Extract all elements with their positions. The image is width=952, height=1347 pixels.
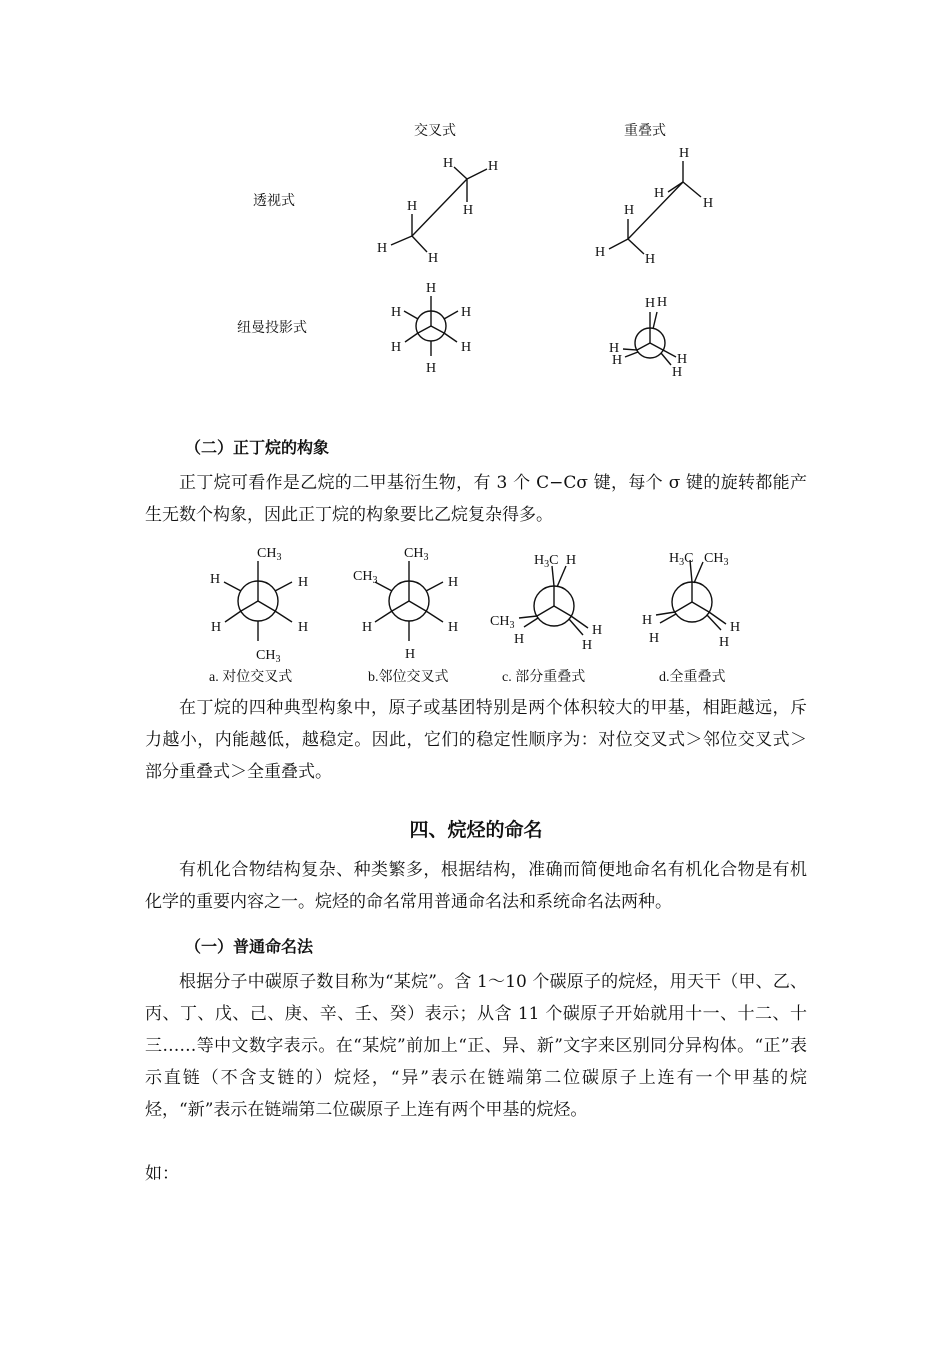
- atom-h: H: [645, 296, 656, 311]
- butane-conformation-diagram: [0, 538, 952, 690]
- atom-h: H: [703, 196, 714, 211]
- atom-h: H: [298, 620, 309, 635]
- methyl-label: $CH_3$: [353, 569, 378, 586]
- atom-h: H: [624, 203, 635, 218]
- ethane-conformation-diagram: [0, 0, 952, 400]
- naming-intro: 有机化合物结构复杂、种类繁多，根据结构，准确而简便地命名有机化合物是有机化学的重要内容之一。烷烃的命名常用普通命名法和系统命名法两种。: [145, 860, 807, 912]
- atom-h: H: [719, 635, 730, 650]
- atom-h: H: [566, 553, 577, 568]
- atom-h: H: [672, 365, 683, 380]
- atom-h: H: [377, 241, 388, 256]
- atom-h: H: [426, 361, 437, 376]
- caption-partially-eclipsed: c. 部分重叠式: [502, 670, 586, 685]
- butane-stability-paragraph: 在丁烷的四种典型构象中，原子或基团特别是两个体积较大的甲基，相距越远，斥力越小，内能越低，越稳定。因此，它们的稳定性顺序为：对位交叉式＞邻位交叉式＞部分重叠式＞全重叠式。: [145, 698, 807, 782]
- atom-h: H: [391, 305, 402, 320]
- label-sawhorse: 透视式: [253, 193, 295, 209]
- atom-h: H: [679, 146, 690, 161]
- label-eclipsed: 重叠式: [624, 123, 666, 139]
- atom-h: H: [407, 199, 418, 214]
- atom-h: H: [210, 572, 221, 587]
- atom-h: H: [448, 575, 459, 590]
- atom-h: H: [595, 245, 606, 260]
- atom-h: H: [391, 340, 402, 355]
- atom-h: H: [362, 620, 373, 635]
- atom-h: H: [488, 159, 499, 174]
- methyl-label: $CH_3$: [256, 648, 281, 665]
- atom-h: H: [609, 341, 620, 356]
- methyl-label: $CH_3$: [404, 546, 429, 563]
- atom-h: H: [582, 638, 593, 653]
- atom-h: H: [514, 632, 525, 647]
- common-naming-heading: （一）普通命名法: [185, 937, 314, 956]
- atom-h: H: [657, 295, 668, 310]
- atom-h: H: [730, 620, 741, 635]
- atom-h: H: [654, 186, 665, 201]
- label-staggered: 交叉式: [414, 123, 456, 139]
- atom-h: H: [592, 623, 603, 638]
- label-newman: 纽曼投影式: [237, 320, 307, 336]
- atom-h: H: [448, 620, 459, 635]
- atom-h: H: [405, 647, 416, 662]
- atom-h: H: [642, 613, 653, 628]
- atom-h: H: [461, 340, 472, 355]
- caption-anti: a. 对位交叉式: [209, 670, 293, 685]
- methyl-label: $CH_3$: [490, 614, 515, 631]
- caption-gauche: b.邻位交叉式: [368, 670, 449, 685]
- methyl-label: $CH_3$: [704, 551, 729, 568]
- atom-h: H: [649, 631, 660, 646]
- butane-heading: （二）正丁烷的构象: [185, 438, 330, 457]
- methyl-label: $H_3C$: [669, 551, 694, 568]
- atom-h: H: [677, 352, 688, 367]
- methyl-label: $CH_3$: [257, 546, 282, 563]
- atom-h: H: [443, 156, 454, 171]
- atom-h: H: [426, 281, 437, 296]
- naming-section-title: 四、烷烃的命名: [409, 819, 543, 841]
- caption-fully-eclipsed: d.全重叠式: [659, 670, 726, 685]
- atom-h: H: [463, 203, 474, 218]
- atom-h: H: [211, 620, 222, 635]
- common-naming-body: 根据分子中碳原子数目称为“某烷”。含 1～10 个碳原子的烷烃，用天干（甲、乙、丙、丁、戊、己、庚、辛、壬、癸）表示；从含 11 个碳原子开始就用十一、十二、十三……等中文数字表示。在“某烷”前加上“正、异、新”文字来区别同分异构体。“正”表示直链（不含支链的）烷烃，“异”表示在链端第二位碳原子上连有一个甲基的烷烃，“新”表示在链端第二位碳原子上连有两个甲基的烷烃。: [145, 972, 807, 1120]
- atom-h: H: [428, 251, 439, 266]
- example-lead: 如：: [145, 1164, 179, 1184]
- methyl-label: $H_3C$: [534, 553, 559, 570]
- atom-h: H: [612, 353, 623, 368]
- butane-intro: 正丁烷可看作是乙烷的二甲基衍生物，有 3 个 C−Cσ 键，每个 σ 键的旋转都能产生无数个构象，因此正丁烷的构象要比乙烷复杂得多。: [145, 473, 807, 525]
- atom-h: H: [298, 575, 309, 590]
- atom-h: H: [645, 252, 656, 267]
- atom-h: H: [461, 305, 472, 320]
